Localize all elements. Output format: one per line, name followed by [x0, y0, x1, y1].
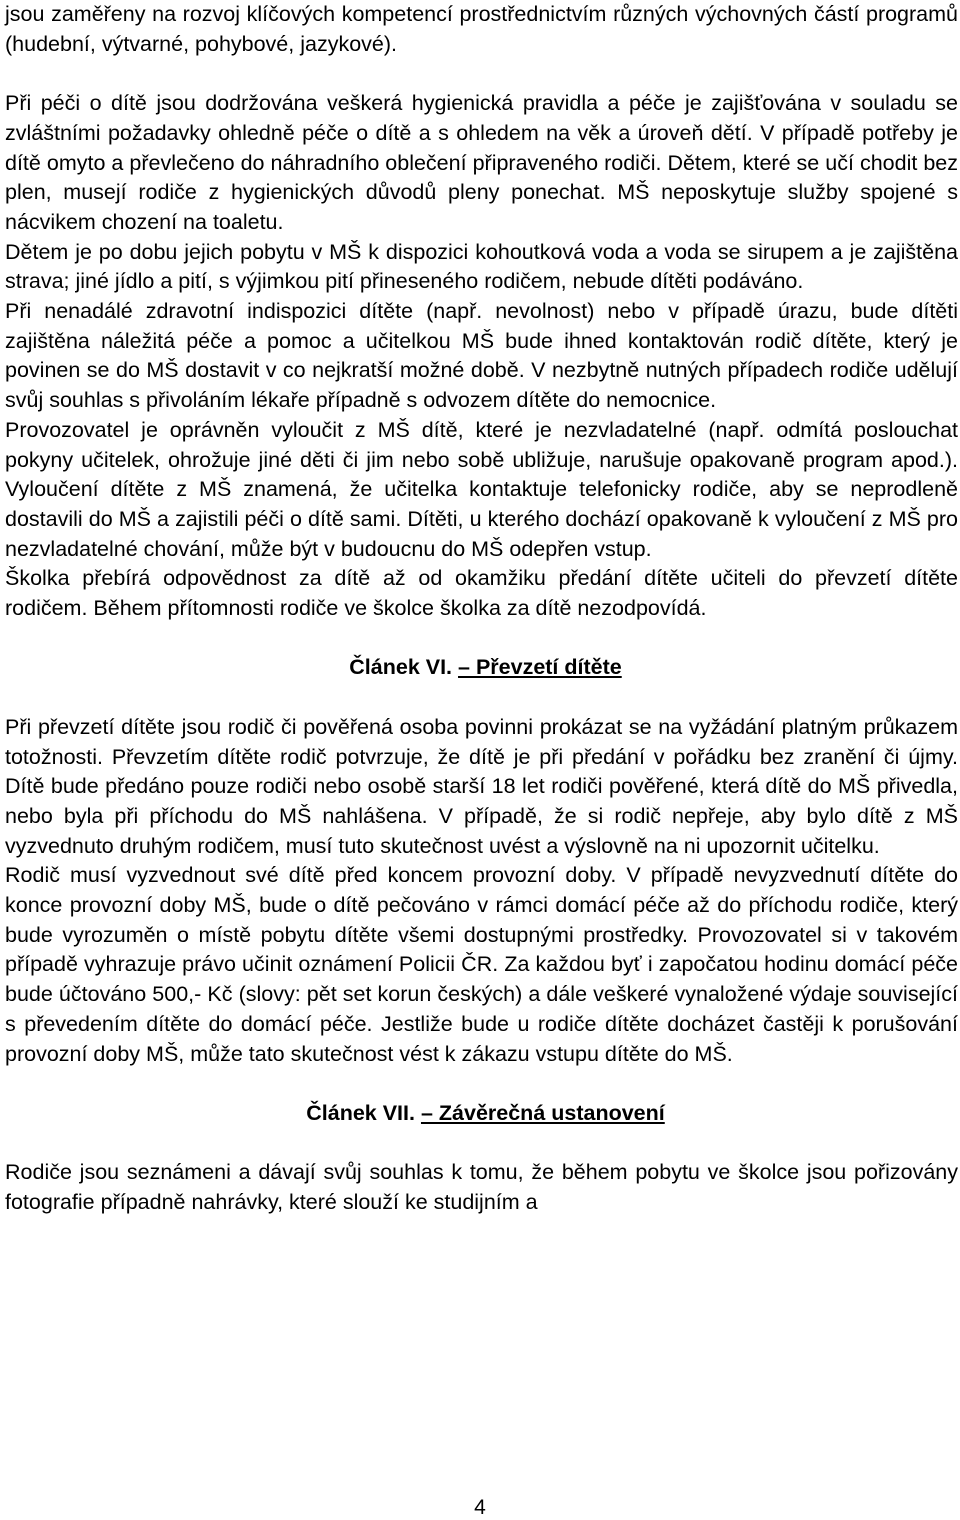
paragraph-drinking-water: Dětem je po dobu jejich pobytu v MŠ k dispozici kohoutková voda a voda se sirupem a je zajištěna strava; jiné jídlo a pití, s výjimkou pití přineseného rodičem, nebude dítěti podáváno.: [5, 239, 958, 294]
spacer: [5, 59, 958, 89]
paragraph-exclusion: Provozovatel je oprávněn vyloučit z MŠ dítě, které je nezvladatelné (např. odmítá poslouchat pokyny učitelek, ohrožuje jiné děti či jim nebo sobě ubližuje, narušuje opakovaně program apod.). Vyloučení dítěte z MŠ znamená, že učitelka kontaktuje telefonicky rodiče, aby se neprodleně dostavili do MŠ a zajistili péči o dítě sami. Dítěti, u kterého dochází opakovaně k vyloučení z MŠ pro nezvladatelné chování, může být v budoucnu do MŠ odepřen vstup.: [5, 417, 958, 561]
paragraph-photo-consent: Rodiče jsou seznámeni a dávají svůj souhlas k tomu, že během pobytu ve školce jsou pořizovány fotografie případně nahrávky, které slouží ke studijním a: [5, 1160, 958, 1215]
section-heading-vi: [5, 653, 958, 683]
section-number: Článek VI.: [349, 655, 453, 680]
section-number: Článek VII.: [306, 1100, 415, 1125]
section-heading-vii: [5, 1099, 958, 1129]
section-title: – Převzetí dítěte: [458, 655, 622, 680]
spacer: [5, 683, 958, 713]
page-number: 4: [474, 1496, 486, 1519]
paragraph-child-handover: Při převzetí dítěte jsou rodič či pověřená osoba povinni prokázat se na vyžádání platným průkazem totožnosti. Převzetím dítěte rodič potvrzuje, že dítě je při předání v pořádku bez zranění či újmy. Dítě bude předáno pouze rodiči nebo osobě starší 18 let rodiči pověřené, která dítě do MŠ přivedla, nebo byla při příchodu do MŠ nahlášena. V případě, že si rodič nepřeje, aby bylo dítě z MŠ vyzvednuto druhým rodičem, musí tuto skutečnost uvést a výslovně na ni upozornit učitelku.: [5, 714, 958, 858]
paragraph-educational-parts: jsou zaměřeny na rozvoj klíčových kompetencí prostřednictvím různých výchovných částí programů (hudební, výtvarné, pohybové, jazykové).: [5, 2, 958, 56]
section-title: – Závěrečná ustanovení: [420, 1100, 665, 1125]
spacer: [5, 1129, 958, 1159]
paragraph-responsibility: Školka přebírá odpovědnost za dítě až od okamžiku předání dítěte učiteli do převzetí dítěte rodičem. Během přítomnosti rodiče ve školce školka za dítě nezodpovídá.: [5, 566, 958, 621]
spacer: [5, 624, 958, 654]
document-page: [5, 0, 958, 1218]
paragraph-health-indisposition: Při nenadálé zdravotní indispozici dítěte (např. nevolnost) nebo v případě úrazu, bude dítěti zajištěna náležitá péče a pomoc a učitelkou MŠ bude ihned kontaktován rodič dítěte, který je povinen se do MŠ dostavit v co nejkratší možné době. V nezbytně nutných případech rodiče udělují svůj souhlas s přivoláním lékaře případně s odvozem dítěte do nemocnice.: [5, 299, 958, 413]
paragraph-pickup-deadline: Rodič musí vyzvednout své dítě před koncem provozní doby. V případě nevyzvednutí dítěte do konce provozní doby MŠ, bude o dítě pečováno v rámci domácí péče až do příchodu rodiče, který bude vyrozuměn o místě pobytu dítěte všemi dostupnými prostředky. Provozovatel si v takovém případě vyhrazuje právo učinit oznámení Policii ČR. Za každou byť i započatou hodinu domácí péče bude účtováno 500,- Kč (slovy: pět set korun českých) a dále veškeré vynaložené výdaje související s převedením dítěte do domácí péče. Jestliže bude u rodiče dítěte docházet častěji k porušování provozní doby MŠ, může tato skutečnost vést k zákazu vstupu dítěte do MŠ.: [5, 863, 958, 1066]
spacer: [5, 1069, 958, 1099]
paragraph-hygiene: Při péči o dítě jsou dodržována veškerá hygienická pravidla a péče je zajišťována v souladu se zvláštními požadavky ohledně péče o dítě a s ohledem na věk a úroveň dětí. V případě potřeby je dítě omyto a převlečeno do náhradního oblečení připraveného rodiči. Dětem, které se učí chodit bez plen, musejí rodiče z hygienických důvodů pleny ponechat. MŠ neposkytuje služby spojené s nácvikem chození na toaletu.: [5, 91, 958, 234]
